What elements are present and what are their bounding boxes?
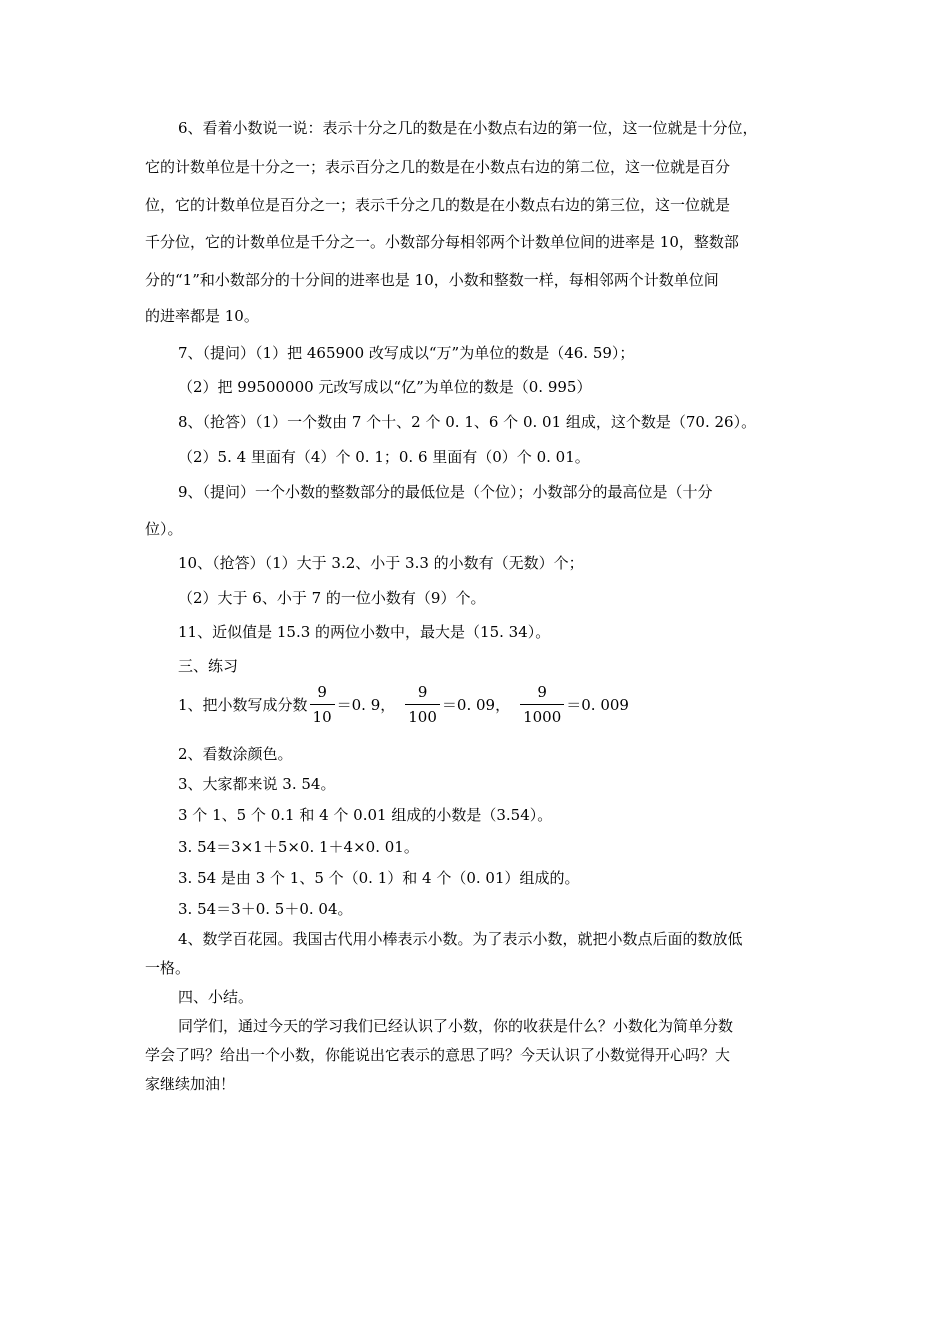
exercise1-prefix: 1、把小数写成分数 (178, 696, 308, 714)
exercise3-c: 3. 54 是由 3 个 1、5 个（0. 1）和 4 个（0. 01）组成的。 (178, 869, 580, 887)
item8-line1: 8、（抢答）（1）一个数由 7 个十、2 个 0. 1、6 个 0. 01 组成，这个数是（70. 26）。 (178, 413, 757, 431)
fraction-result: ＝0. 09， (441, 696, 511, 714)
fraction-result: ＝0. 009 (566, 696, 629, 714)
item6-line4: 千分位，它的计数单位是千分之一。小数部分每相邻两个计数单位间的进率是 10，整数部 (145, 233, 739, 251)
section4-title: 四、小结。 (178, 988, 254, 1006)
item7-line2: （2）把 99500000 元改写成以“亿”为单位的数是（0. 995） (178, 378, 592, 396)
item8-line2: （2）5. 4 里面有（4）个 0. 1；0. 6 里面有（0）个 0. 01。 (178, 448, 590, 466)
exercise2: 2、看数涂颜色。 (178, 745, 293, 763)
fraction-result: ＝0. 9， (336, 696, 396, 714)
exercise3: 3、大家都来说 3. 54。 (178, 775, 336, 793)
exercise4-line2: 一格。 (145, 959, 191, 977)
item6-line1: 6、看着小数说一说：表示十分之几的数是在小数点右边的第一位，这一位就是十分位， (178, 119, 758, 137)
item10-line1: 10、（抢答）（1）大于 3.2、小于 3.3 的小数有（无数）个； (178, 554, 584, 572)
fraction-denominator: 10 (312, 708, 332, 726)
item7-line1: 7、（提问）（1）把 465900 改写成以“万”为单位的数是（46. 59）； (178, 344, 635, 362)
section3-title: 三、练习 (178, 657, 239, 675)
fraction-nine-tenths (310, 684, 335, 725)
item9-line1: 9、（提问）一个小数的整数部分的最低位是（个位）；小数部分的最高位是（十分 (178, 483, 713, 501)
exercise4-line1: 4、数学百花园。我国古代用小棒表示小数。为了表示小数，就把小数点后面的数放低 (178, 930, 743, 948)
exercise3-a: 3 个 1、5 个 0.1 和 4 个 0.01 组成的小数是（3.54）。 (178, 806, 553, 824)
exercise1-fraction-line (178, 684, 629, 725)
fraction-numerator: 9 (537, 683, 547, 701)
item6-line3: 位，它的计数单位是百分之一；表示千分之几的数是在小数点右边的第三位，这一位就是 (145, 196, 731, 214)
fraction-numerator: 9 (317, 683, 327, 701)
fraction-denominator: 1000 (523, 708, 562, 726)
item9-line2: 位）。 (145, 520, 183, 538)
fraction-numerator: 9 (417, 683, 428, 701)
item10-line2: （2）大于 6、小于 7 的一位小数有（9）个。 (178, 589, 486, 607)
summary-line2: 学会了吗？给出一个小数，你能说出它表示的意思了吗？今天认识了小数觉得开心吗？大 (145, 1046, 731, 1064)
item6-line2: 它的计数单位是十分之一；表示百分之几的数是在小数点右边的第二位，这一位就是百分 (145, 158, 731, 176)
exercise3-b: 3. 54＝3×1＋5×0. 1＋4×0. 01。 (178, 838, 419, 856)
fraction-denominator: 100 (408, 708, 437, 726)
summary-line3: 家继续加油！ (145, 1075, 236, 1093)
fraction-nine-hundredths (405, 684, 440, 725)
summary-line1: 同学们，通过今天的学习我们已经认识了小数，你的收获是什么？小数化为简单分数 (178, 1017, 734, 1035)
item11-line: 11、近似值是 15.3 的两位小数中，最大是（15. 34）。 (178, 623, 551, 641)
fraction-nine-thousandths (520, 684, 564, 725)
item6-line6: 的进率都是 10。 (145, 307, 259, 325)
exercise3-d: 3. 54＝3＋0. 5＋0. 04。 (178, 900, 353, 918)
item6-line5: 分的“1”和小数部分的十分间的进率也是 10，小数和整数一样，每相邻两个计数单位间 (145, 271, 719, 289)
